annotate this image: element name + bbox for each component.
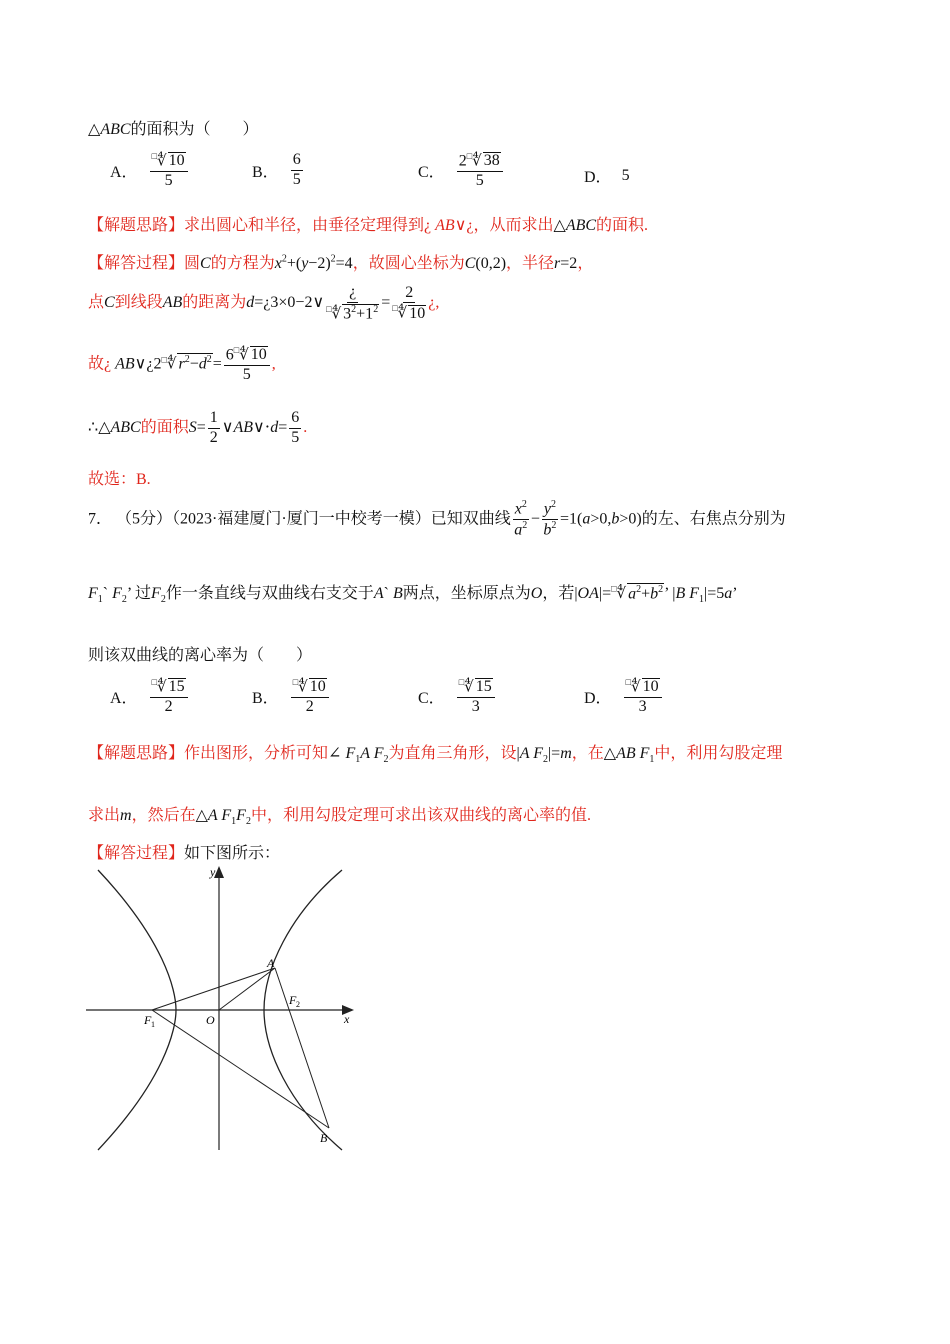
q6-process-line-1: 【解答过程】圆C的方程为$x^2+(y-2)^2=4$，故圆心坐标为C(0,2)，半径r=2， bbox=[88, 253, 594, 272]
hyperbola-diagram bbox=[84, 860, 364, 1155]
q6-option-c[interactable]: C． $\frac{2^□∜ 38}{5}$ bbox=[418, 152, 505, 190]
q7-process: 【解答过程】如下图所示： bbox=[88, 845, 281, 862]
q7-stem-line-2: $F_1`$ $F_2$’ 过$F_2$作一条直线与双曲线右支交于A` B两点，坐标原点为O，若|OA|=□∜ $a^2+b^2$’ |B $F_1|=5a$’ bbox=[88, 583, 738, 606]
hyperbola-figure bbox=[84, 860, 364, 1155]
label-A: A bbox=[267, 956, 275, 970]
y-axis-arrow bbox=[214, 866, 224, 878]
label-F2-sub: 2 bbox=[296, 1000, 300, 1009]
q7-option-b[interactable]: B． $\frac{^□∜ 10}{2}$ bbox=[252, 678, 331, 716]
q7-option-a[interactable]: A． $\frac{^□∜ 15}{2}$ bbox=[110, 678, 190, 716]
q7-option-c[interactable]: C． $\frac{^□∜ 15}{3}$ bbox=[418, 678, 497, 716]
q7-thinking-line-1: 【解题思路】作出图形，分析可知∠ $F_1A$ $F_2$为直角三角形，设|A $F_2|=m$，在△AB $F_1$中，利用勾股定理 bbox=[88, 745, 783, 766]
label-F1: F bbox=[144, 1013, 152, 1027]
q7-option-d[interactable]: D． $\frac{^□∜ 10}{3}$ bbox=[584, 678, 664, 716]
q6-process-line-2: 点C到线段AB的距离为d=¿3×0−2∨ $\frac{¿}{^□∜ 3^2+1^2}$ = $\frac{2}{^□∜ 10}$ ¿, bbox=[88, 283, 440, 323]
line-A-B bbox=[275, 968, 329, 1128]
q6-stem: △ABC的面积为（ ） bbox=[88, 121, 259, 138]
q6-option-b[interactable]: B． $\frac{6}{5}$ bbox=[252, 151, 301, 188]
q7-stem-line-3: 则该双曲线的离心率为（ ） bbox=[88, 647, 313, 664]
q7-thinking-line-2: 求出m，然后在△A $F_1F_2$中，利用勾股定理可求出该双曲线的离心率的值. bbox=[88, 807, 591, 828]
q6-thinking: 【解题思路】求出圆心和半径，由垂径定理得到¿ AB∨¿，从而求出△ABC的面积. bbox=[88, 217, 649, 234]
label-O: O bbox=[206, 1013, 215, 1027]
line-F1-A bbox=[152, 968, 275, 1010]
q6-answer: 故选：B. bbox=[88, 471, 151, 488]
line-F1-B bbox=[152, 1010, 329, 1128]
label-F1-sub: 1 bbox=[151, 1020, 155, 1029]
q6-option-d[interactable]: D． 5 bbox=[584, 166, 630, 186]
q6-process-line-4: ∴△ABC的面积S= $\frac{1}{2}$ ∨AB∨⋅d= $\frac{6}{5}$ . bbox=[88, 409, 308, 446]
label-x: x bbox=[344, 1012, 350, 1026]
label-B: B bbox=[320, 1131, 328, 1145]
q7-stem-line-1: 7． （5分）（2023·福建厦门·厦门一中校考一模）已知双曲线 $\frac{x^2}{a^2}$ − $\frac{y^2}{b^2}$ =1(a>0,b>0)的左、右焦点分别为 bbox=[88, 499, 786, 539]
label-F2: F bbox=[289, 993, 297, 1007]
q6-option-a[interactable]: A． $\frac{^□∜ 10}{5}$ bbox=[110, 152, 190, 190]
label-y: y bbox=[210, 865, 216, 879]
triangle-symbol: △ bbox=[88, 121, 101, 138]
q6-stem-tail: 的面积为（ ） bbox=[130, 121, 259, 138]
q6-process-line-3: 故¿ AB∨¿2□∜ $r^2-d^2=$ $\frac{6^□∜ 10}{5}$ , bbox=[88, 345, 276, 384]
